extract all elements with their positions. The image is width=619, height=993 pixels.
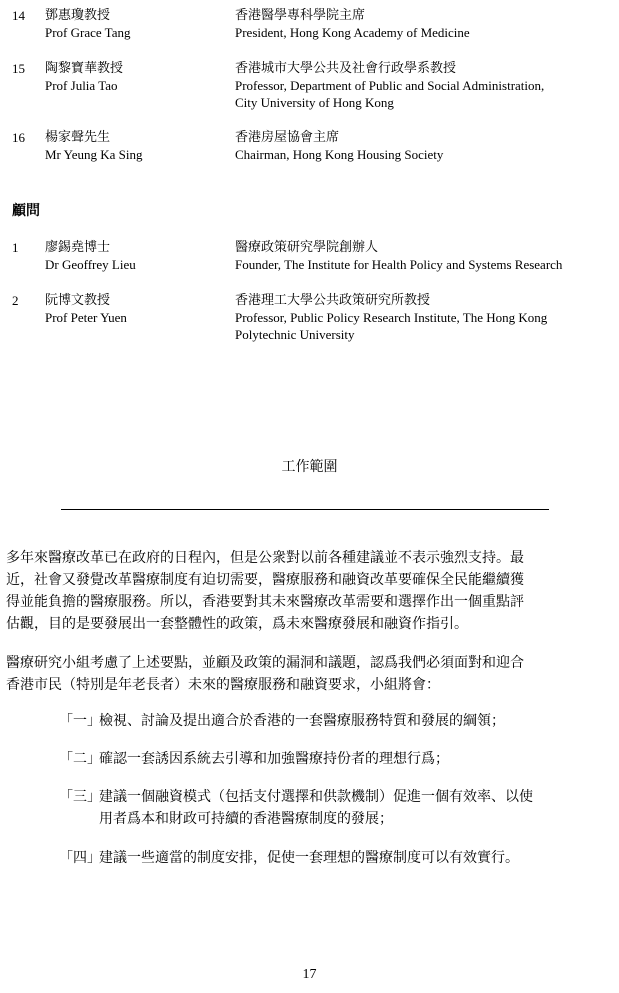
paragraph-line: 近，社會又發覺改革醫療制度有迫切需要，醫療服務和融資改革要確保全民能繼續獲 <box>6 572 524 588</box>
list-item-text: 確認一套誘因系統去引導和加強醫療持份者的理想行爲； <box>99 751 449 767</box>
member-number: 16 <box>12 130 25 145</box>
member-number: 15 <box>12 61 25 76</box>
adviser-name-en: Prof Peter Yuen <box>45 310 127 325</box>
member-role-en: President, Hong Kong Academy of Medicine <box>235 25 470 40</box>
adviser-role-en: Founder, The Institute for Health Policy and Systems Research <box>235 257 563 272</box>
member-number: 14 <box>12 8 25 23</box>
member-role-en: City University of Hong Kong <box>235 95 394 110</box>
list-item-text: 用者爲本和財政可持續的香港醫療制度的發展； <box>99 811 393 827</box>
list-item <box>59 847 615 869</box>
paragraph-line: 估觀，目的是要發展出一套整體性的政策，爲未來醫療發展和融資作指引。 <box>6 616 468 632</box>
list-marker: 「四」 <box>59 850 101 866</box>
adviser-name-en: Dr Geoffrey Lieu <box>45 257 136 272</box>
list-marker: 「三」 <box>59 789 101 805</box>
adviser-number: 1 <box>12 240 19 255</box>
paragraph <box>6 652 610 696</box>
list-item <box>59 786 615 830</box>
member-name-en: Prof Julia Tao <box>45 78 118 93</box>
paragraph-line: 多年來醫療改革已在政府的日程內，但是公衆對以前各種建議並不表示強烈支持。最 <box>6 550 524 566</box>
member-name <box>45 60 225 94</box>
adviser-role-en: Professor, Public Policy Research Institute, The Hong Kong <box>235 310 548 325</box>
list-marker: 「一」 <box>59 713 101 729</box>
scope-title: 工作範圍 <box>281 459 338 475</box>
member-name <box>45 129 225 163</box>
adviser-number: 2 <box>12 293 19 308</box>
member-name-zh: 楊家聲先生 <box>45 130 111 145</box>
list-marker: 「二」 <box>59 751 101 767</box>
divider <box>61 509 549 510</box>
adviser-role <box>235 239 615 273</box>
member-role-zh: 香港房屋協會主席 <box>235 130 340 145</box>
list-item-text: 檢視、討論及提出適合於香港的一套醫療服務特質和發展的綱領； <box>99 713 505 729</box>
adviser-role-en: Polytechnic University <box>235 327 355 342</box>
paragraph-line: 醫療研究小組考慮了上述要點，並顧及政策的漏洞和議題，認爲我們必須面對和迎合 <box>6 655 524 671</box>
list-item <box>59 710 615 732</box>
adviser-role <box>235 292 615 343</box>
adviser-name <box>45 239 225 273</box>
paragraph-line: 香港市民（特別是年老長者）未來的醫療服務和融資要求，小組將會： <box>6 677 440 693</box>
adviser-role-zh: 醫療政策研究學院創辦人 <box>235 240 379 255</box>
member-name <box>45 7 225 41</box>
member-name-en: Mr Yeung Ka Sing <box>45 147 143 162</box>
adviser-name-zh: 阮博文教授 <box>45 293 111 308</box>
advisers-heading: 顧問 <box>12 203 40 219</box>
list-item-text: 建議一些適當的制度安排，促使一套理想的醫療制度可以有效實行。 <box>99 850 519 866</box>
member-role <box>235 129 615 163</box>
member-role-zh: 香港城市大學公共及社會行政學系教授 <box>235 61 457 76</box>
paragraph-line: 得並能負擔的醫療服務。所以，香港要對其未來醫療改革需要和選擇作出一個重點評 <box>6 594 524 610</box>
member-role <box>235 7 615 41</box>
adviser-name <box>45 292 225 326</box>
member-role-en: Professor, Department of Public and Social Administration, <box>235 78 545 93</box>
list-item <box>59 748 615 770</box>
member-role-zh: 香港醫學專科學院主席 <box>235 8 366 23</box>
member-name-zh: 陶黎寶華教授 <box>45 61 124 76</box>
member-name-en: Prof Grace Tang <box>45 25 131 40</box>
list-item-text: 建議一個融資模式（包括支付選擇和供款機制）促進一個有效率、以使 <box>99 789 533 805</box>
adviser-name-zh: 廖錫堯博士 <box>45 240 111 255</box>
member-role <box>235 60 615 111</box>
page-number: 17 <box>302 967 317 982</box>
member-role-en: Chairman, Hong Kong Housing Society <box>235 147 444 162</box>
member-name-zh: 鄧惠瓊教授 <box>45 8 111 23</box>
paragraph <box>6 547 610 635</box>
adviser-role-zh: 香港理工大學公共政策研究所教授 <box>235 293 431 308</box>
